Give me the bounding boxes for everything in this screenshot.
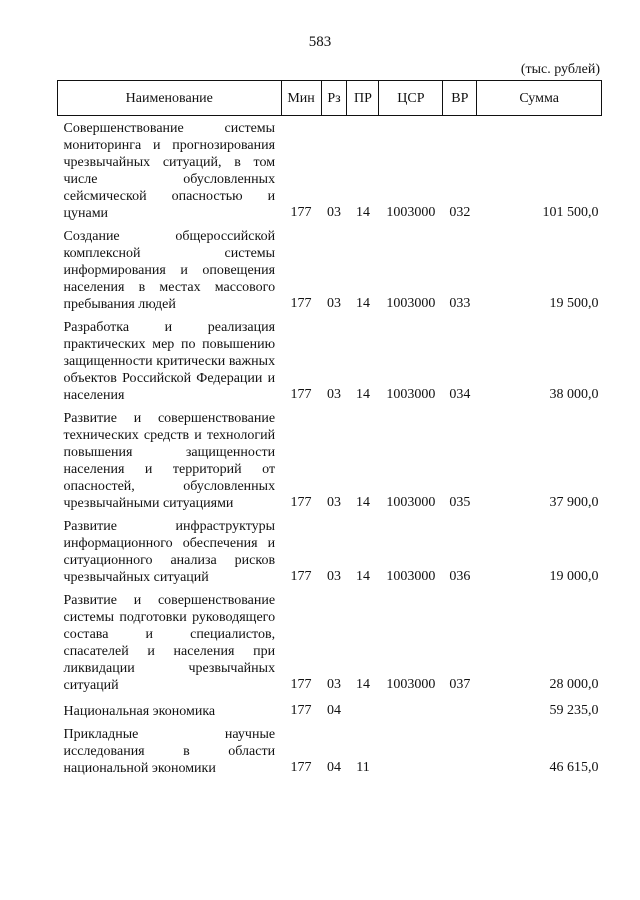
row-pr: 14 bbox=[355, 296, 370, 311]
row-csr bbox=[379, 722, 443, 779]
row-name: Совершенствование системы мониторинга и прогнозирования чрезвычайных ситуаций, в том числе обусловленных сейсмической опасностью и цунами bbox=[63, 121, 276, 221]
row-csr bbox=[379, 696, 443, 722]
row-min: 177 bbox=[290, 205, 312, 220]
header-sum: Сумма bbox=[477, 81, 602, 116]
row-rz: 03 bbox=[327, 569, 341, 584]
header-pr: ПР bbox=[347, 81, 379, 116]
header-name: Наименование bbox=[58, 81, 282, 116]
row-min: 177 bbox=[290, 703, 312, 718]
row-csr: 1003000 bbox=[386, 677, 436, 692]
row-name: Развитие инфраструктуры информационного обеспечения и ситуационного анализа рисков чрезвычайных ситуаций bbox=[63, 519, 276, 585]
row-vr: 035 bbox=[449, 495, 471, 510]
row-min: 177 bbox=[290, 296, 312, 311]
table-header bbox=[58, 81, 602, 116]
table-row bbox=[58, 315, 602, 406]
row-name: Развитие и совершенствование технических средств и технологий повышения защищенности населения и территорий от опасностей, обусловленных чрезвычайными ситуациями bbox=[63, 411, 276, 511]
table-row bbox=[58, 406, 602, 514]
units-label: (тыс. рублей) bbox=[520, 62, 600, 77]
row-sum: 19 500,0 bbox=[549, 296, 599, 311]
row-vr: 036 bbox=[449, 569, 471, 584]
row-csr: 1003000 bbox=[386, 495, 436, 510]
table-row bbox=[58, 116, 602, 225]
row-vr: 034 bbox=[449, 387, 471, 402]
row-sum: 28 000,0 bbox=[549, 677, 599, 692]
row-rz: 03 bbox=[327, 296, 341, 311]
row-sum: 37 900,0 bbox=[549, 495, 599, 510]
table-body bbox=[58, 116, 602, 780]
row-sum: 38 000,0 bbox=[549, 387, 599, 402]
header-csr: ЦСР bbox=[379, 81, 443, 116]
header-min: Мин bbox=[281, 81, 321, 116]
row-rz: 04 bbox=[327, 760, 341, 775]
budget-table bbox=[57, 80, 602, 779]
row-pr: 11 bbox=[356, 760, 370, 775]
row-name: Создание общероссийской комплексной системы информирования и оповещения населения в местах массового пребывания людей bbox=[63, 229, 276, 312]
row-min: 177 bbox=[290, 677, 312, 692]
row-rz: 03 bbox=[327, 387, 341, 402]
row-vr bbox=[443, 722, 477, 779]
row-name: Прикладные научные исследования в области национальной экономики bbox=[63, 727, 276, 776]
row-rz: 04 bbox=[327, 703, 341, 718]
row-rz: 03 bbox=[327, 677, 341, 692]
row-name: Развитие и совершенствование системы подготовки руководящего состава и специалистов, спасателей и населения при ликвидации чрезвычайных ситуаций bbox=[63, 593, 276, 693]
row-pr: 14 bbox=[355, 677, 370, 692]
table-row bbox=[58, 514, 602, 588]
row-vr: 032 bbox=[449, 205, 471, 220]
row-name: Национальная экономика bbox=[63, 704, 216, 719]
row-pr: 14 bbox=[355, 387, 370, 402]
row-pr: 14 bbox=[355, 495, 370, 510]
row-csr: 1003000 bbox=[386, 205, 436, 220]
row-sum: 19 000,0 bbox=[549, 569, 599, 584]
row-vr: 037 bbox=[449, 677, 471, 692]
row-csr: 1003000 bbox=[386, 569, 436, 584]
page-number: 583 bbox=[308, 34, 332, 50]
row-csr: 1003000 bbox=[386, 387, 436, 402]
row-min: 177 bbox=[290, 569, 312, 584]
row-pr: 14 bbox=[355, 205, 370, 220]
header-rz: Рз bbox=[321, 81, 347, 116]
row-rz: 03 bbox=[327, 205, 341, 220]
header-vr: ВР bbox=[443, 81, 477, 116]
row-pr bbox=[347, 696, 379, 722]
row-min: 177 bbox=[290, 495, 312, 510]
table-row bbox=[58, 696, 602, 722]
row-sum: 59 235,0 bbox=[549, 703, 599, 718]
row-min: 177 bbox=[290, 760, 312, 775]
row-sum: 101 500,0 bbox=[542, 205, 599, 220]
table-row bbox=[58, 588, 602, 696]
row-pr: 14 bbox=[355, 569, 370, 584]
row-csr: 1003000 bbox=[386, 296, 436, 311]
row-rz: 03 bbox=[327, 495, 341, 510]
row-min: 177 bbox=[290, 387, 312, 402]
row-vr: 033 bbox=[449, 296, 471, 311]
row-sum: 46 615,0 bbox=[549, 760, 599, 775]
row-name: Разработка и реализация практических мер по повышению защищенности критически важных объектов Российской Федерации и населения bbox=[63, 320, 276, 403]
row-vr bbox=[443, 696, 477, 722]
table-row bbox=[58, 224, 602, 315]
table-row bbox=[58, 722, 602, 779]
